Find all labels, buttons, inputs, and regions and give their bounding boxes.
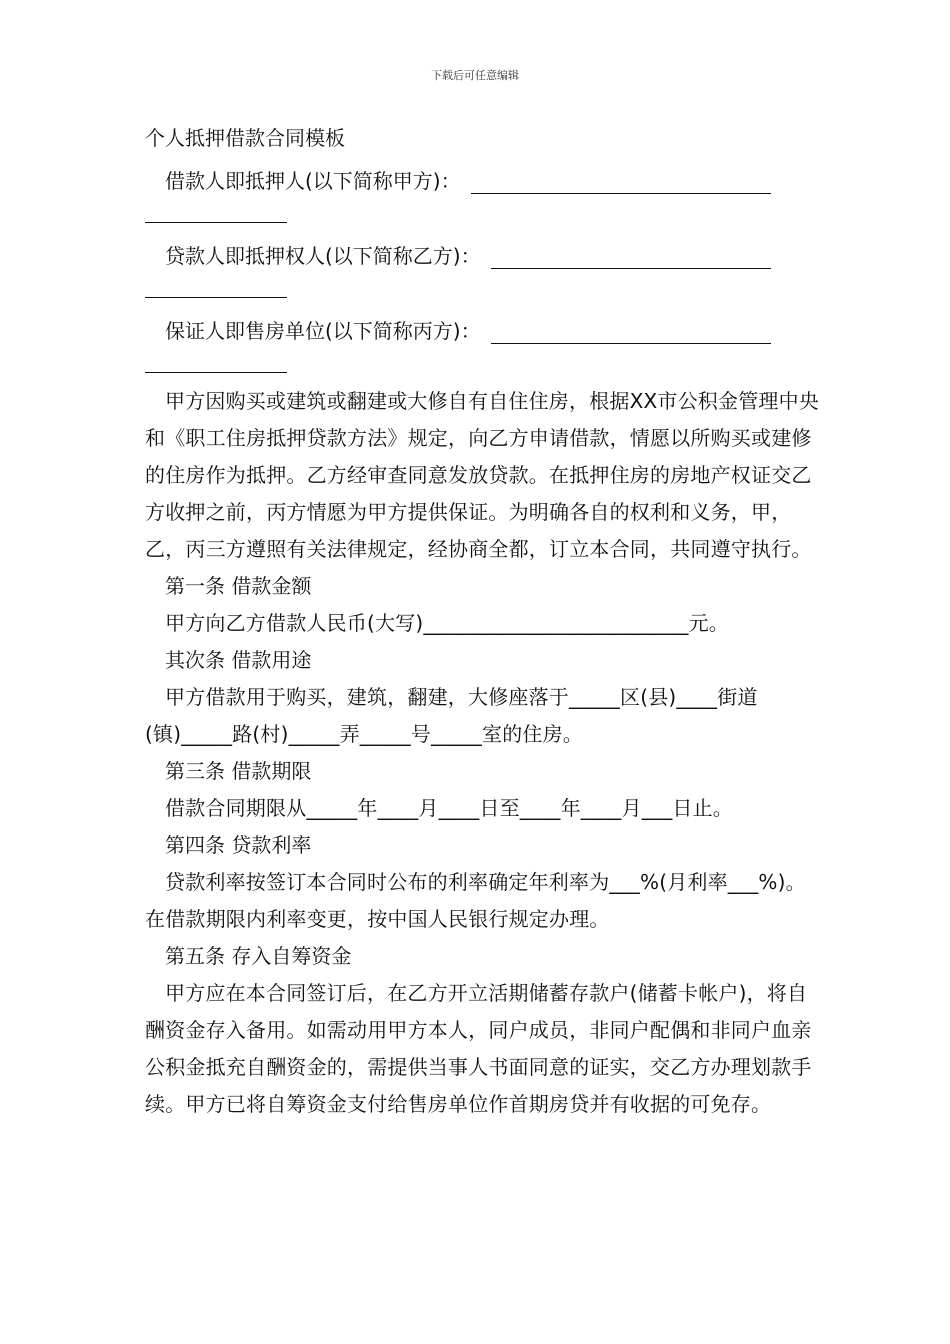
article-heading: 第三条 借款期限 xyxy=(165,759,312,783)
blank-line-continued[interactable] xyxy=(145,269,287,298)
party-lender xyxy=(145,233,825,298)
article-heading: 第四条 贷款利率 xyxy=(165,833,312,857)
contract-document xyxy=(145,122,825,1123)
blank-line[interactable] xyxy=(491,319,771,344)
blank-line-continued[interactable] xyxy=(145,194,287,223)
document-title: 个人抵押借款合同模板 xyxy=(145,126,345,150)
article-heading: 第五条 存入自筹资金 xyxy=(165,944,352,968)
blank-line[interactable] xyxy=(471,169,771,194)
article-heading: 其次条 借款用途 xyxy=(165,648,312,672)
article-text: 甲方向乙方借款人民币(大写)__________________________元。 xyxy=(165,611,730,635)
article-heading: 第一条 借款金额 xyxy=(165,574,312,598)
blank-line[interactable] xyxy=(491,244,771,269)
party-guarantor xyxy=(145,308,825,373)
article-text: 借款合同期限从_____年____月____日至____年____月___日止。 xyxy=(165,796,733,820)
article-text: 贷款利率按签订本合同时公布的利率确定年利率为___%(月利率___%)。在借款期限内利率变更，按中国人民银行规定办理。 xyxy=(145,870,806,931)
party-borrower xyxy=(145,158,825,223)
page-header-note: 下载后可任意编辑 xyxy=(431,69,519,82)
party-label: 保证人即售房单位(以下简称丙方)： xyxy=(165,319,481,343)
intro-paragraph: 甲方因购买或建筑或翻建或大修自有自住住房，根据XX市公积金管理中央和《职工住房抵押贷款方法》规定，向乙方申请借款，情愿以所购买或建修的住房作为抵押。乙方经审查同意发放贷款。在抵押住房的房地产权证交乙方收押之前，丙方情愿为甲方提供保证。为明确各自的权利和义务，甲，乙，丙三方遵照有关法律规定，经协商全都，订立本合同，共同遵守执行。 xyxy=(145,389,820,561)
party-label: 贷款人即抵押权人(以下简称乙方)： xyxy=(165,244,481,268)
party-label: 借款人即抵押人(以下简称甲方)： xyxy=(165,169,461,193)
blank-line-continued[interactable] xyxy=(145,344,287,373)
article-text: 甲方应在本合同签订后，在乙方开立活期储蓄存款户(储蓄卡帐户)，将自酬资金存入备用。如需动用甲方本人，同户成员，非同户配偶和非同户血亲公积金抵充自酬资金的，需提供当事人书面同意的证实，交乙方办理划款手续。甲方已将自筹资金支付给售房单位作首期房贷并有收据的可免存。 xyxy=(145,981,812,1116)
article-text: 甲方借款用于购买，建筑，翻建，大修座落于_____区(县)____街道(镇)_____路(村)_____弄_____号_____室的住房。 xyxy=(145,685,758,746)
